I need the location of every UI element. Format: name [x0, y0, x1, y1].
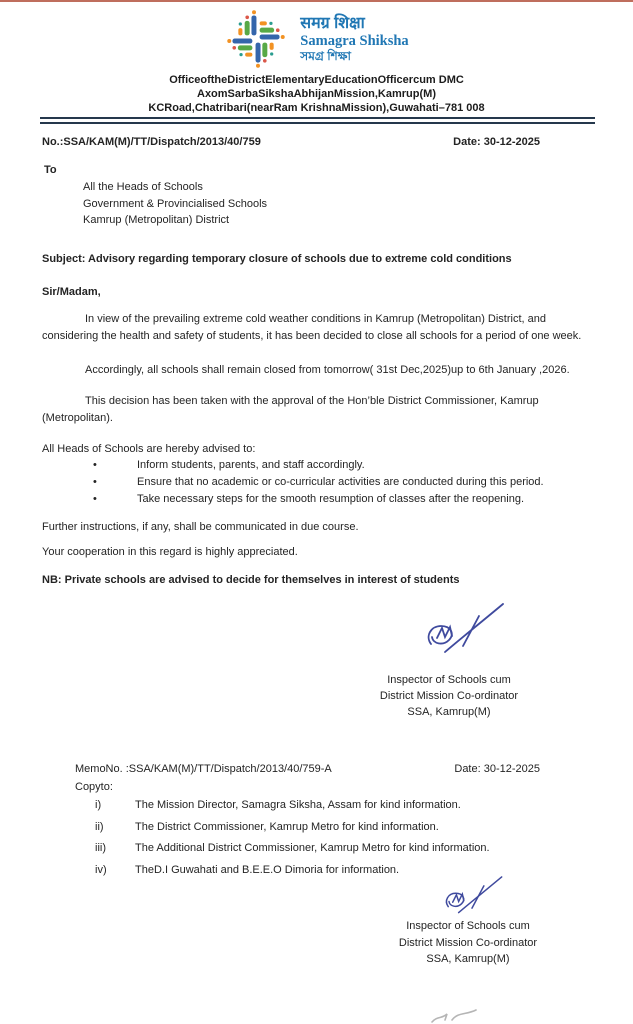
signatory-block-2 [358, 918, 578, 968]
copyto-label: Copyto: [75, 781, 113, 793]
list-item [93, 491, 597, 508]
bullet-icon: • [93, 492, 97, 505]
copyto-item-number: iv) [95, 864, 107, 877]
reference-row [42, 136, 540, 148]
bullet-text: Take necessary steps for the smooth resumption of classes after the reopening. [137, 492, 525, 505]
office-line-3: KCRoad,Chatribari(nearRam KrishnaMission),Guwahati–781 008 [148, 102, 485, 114]
copyto-item-text: The District Commissioner, Kamrup Metro for kind information. [135, 820, 439, 833]
copyto-list [95, 795, 597, 882]
letterhead [0, 0, 633, 124]
signatory-title: District Mission Co-ordinator [398, 936, 538, 949]
reference-number: No.:SSA/KAM(M)/TT/Dispatch/2013/40/759 [42, 136, 261, 148]
paragraph-1: In view of the prevailing extreme cold weather conditions in Kamrup (Metropolitan) District, and considering the health and safety of students, it has been decided to close all schools for a period of one week. [42, 312, 582, 342]
office-line-2: AxomSarbaSikshaAbhijanMission,Kamrup(M) [197, 88, 436, 100]
samagra-shiksha-logo-icon [224, 10, 288, 68]
paragraph-2: Accordingly, all schools shall remain closed from tomorrow( 31st Dec,2025)up to 6th January ,2026. [85, 363, 570, 376]
recipient-address [83, 179, 633, 229]
logo-row [0, 10, 633, 68]
recipient-line: Kamrup (Metropolitan) District [83, 214, 230, 226]
bullet-icon: • [93, 458, 97, 471]
memo-date: Date: 30-12-2025 [454, 763, 540, 775]
advice-intro: All Heads of Schools are hereby advised to: [42, 442, 256, 455]
paragraph-3: This decision has been taken with the approval of the Hon’ble District Commissioner, Kamrup (Metropolitan). [42, 394, 539, 424]
logo-wordmark [300, 15, 408, 64]
copyto-item [95, 795, 597, 817]
copyto-item [95, 860, 597, 882]
signatory-org: SSA, Kamrup(M) [407, 706, 491, 718]
office-line-1: OfficeoftheDistrictElementaryEducationOfficercum DMC [169, 74, 464, 86]
recipient-line: All the Heads of Schools [83, 181, 203, 193]
scan-top-edge [0, 0, 633, 2]
list-item [93, 457, 597, 474]
bullet-text: Inform students, parents, and staff accordingly. [137, 458, 365, 471]
signatory-title: Inspector of Schools cum [387, 674, 511, 686]
recipient-line: Government & Provincialised Schools [83, 197, 268, 210]
copyto-item-text: TheD.I Guwahati and B.E.E.O Dimoria for information. [135, 864, 400, 877]
memo-row [75, 763, 540, 775]
copyto-item-number: iii) [95, 842, 106, 855]
bullet-text: Ensure that no academic or co-curricular activities are conducted during this period. [137, 475, 544, 488]
signatory-org: SSA, Kamrup(M) [426, 953, 510, 965]
advice-bullet-list [0, 457, 633, 508]
logo-text-english: Samagra Shiksha [300, 32, 409, 49]
salutation: Sir/Madam, [42, 285, 101, 298]
to-label: To [44, 164, 57, 176]
signature-ink-1 [417, 600, 509, 665]
further-instructions: Further instructions, if any, shall be communicated in due course. [42, 520, 359, 533]
copyto-item [95, 838, 597, 860]
copyto-item-text: The Additional District Commissioner, Kamrup Metro for kind information. [135, 842, 490, 855]
office-address [0, 73, 633, 115]
header-divider [40, 117, 595, 124]
subject-line: Subject: Advisory regarding temporary closure of schools due to extreme cold conditions [42, 252, 512, 265]
signatory-title: District Mission Co-ordinator [379, 690, 519, 702]
copyto-item [95, 817, 597, 839]
logo-text-hindi: समग्र शिक्षा [300, 14, 365, 32]
signature-ink-2 [432, 874, 512, 923]
cooperation-line: Your cooperation in this regard is highly appreciated. [42, 545, 298, 558]
bullet-icon: • [93, 475, 97, 488]
copyto-item-number: ii) [95, 820, 104, 833]
logo-text-assamese: সমগ্ৰ শিক্ষা [300, 48, 351, 63]
signatory-block-1 [339, 672, 559, 720]
signatory-title: Inspector of Schools cum [406, 920, 530, 932]
memo-number: MemoNo. :SSA/KAM(M)/TT/Dispatch/2013/40/759-A [75, 763, 332, 775]
letter-date: Date: 30-12-2025 [453, 136, 540, 148]
copyto-item-text: The Mission Director, Samagra Siksha, Assam for kind information. [135, 799, 461, 811]
copyto-item-number: i) [95, 799, 102, 811]
list-item [93, 474, 597, 491]
signature-ink-partial [428, 1007, 480, 1024]
nb-note: NB: Private schools are advised to decide for themselves in interest of students [42, 573, 460, 586]
